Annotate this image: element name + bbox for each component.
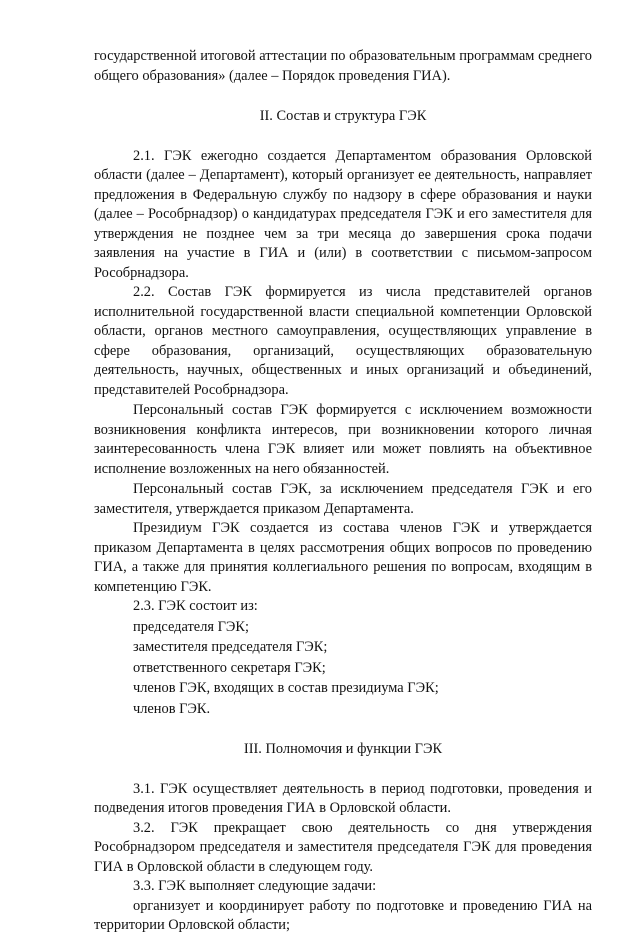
- list-item: членов ГЭК, входящих в состав президиума ГЭК;: [133, 680, 439, 696]
- section-3-heading: III. Полномочия и функции ГЭК: [243, 741, 443, 757]
- list-item: председателя ГЭК;: [133, 618, 250, 635]
- paragraph-approval: Персональный состав ГЭК, за исключением председателя ГЭК и его заместителя, утверждается приказом Департамента.: [94, 481, 592, 517]
- list-item: членов ГЭК.: [133, 700, 211, 717]
- section-2-heading: II. Состав и структура ГЭК: [259, 108, 427, 124]
- paragraph-2-1: 2.1. ГЭК ежегодно создается Департаментом образования Орловской области (далее – Департамент), который организует ее деятельность, направляет предложения в Федеральную службу по надзору в сфере образования и науки (далее – Рособрнадзор) о кандидатурах председателя ГЭК и его заместителя для утверждения не позднее чем за три месяца до завершения срока подачи заявления на участие в ГИА и (или) в соответствии с письмом-запросом Рособрнадзора.: [94, 147, 592, 281]
- paragraph-2-3: 2.3. ГЭК состоит из:: [133, 598, 258, 614]
- paragraph-3-2: 3.2. ГЭК прекращает свою деятельность со дня утверждения Рособрнадзором председателя и заместителя председателя ГЭК для проведения ГИА в Орловской области в следующем году.: [94, 819, 592, 875]
- paragraph-3-3: 3.3. ГЭК выполняет следующие задачи:: [133, 878, 377, 894]
- paragraph-3-1: 3.1. ГЭК осуществляет деятельность в период подготовки, проведения и подведения итогов проведения ГИА в Орловской области.: [94, 780, 592, 816]
- paragraph-presidium: Президиум ГЭК создается из состава членов ГЭК и утверждается приказом Департамента в целях рассмотрения общих вопросов по проведению ГИА, а также для принятия коллегиального решения по вопросам, входящим в компетенцию ГЭК.: [94, 520, 592, 595]
- paragraph-task-1: организует и координирует работу по подготовке и проведению ГИА на территории Орловской области;: [94, 897, 592, 933]
- list-item: ответственного секретаря ГЭК;: [133, 659, 326, 676]
- list-item: заместителя председателя ГЭК;: [133, 639, 328, 655]
- intro-paragraph: государственной итоговой аттестации по образовательным программам среднего общего образования» (далее – Порядок проведения ГИА).: [94, 48, 592, 84]
- paragraph-personal-composition: Персональный состав ГЭК формируется с исключением возможности возникновения конфликта интересов, при возникновении которого личная заинтересованность члена ГЭК влияет или может повлиять на объективное исполнение возложенных на него обязанностей.: [94, 402, 592, 477]
- document-page: [94, 47, 592, 936]
- paragraph-2-2: 2.2. Состав ГЭК формируется из числа представителей органов исполнительной государственной власти специальной компетенции Орловской области, органов местного самоуправления, осуществляющих управление в сфере образования, организаций, осуществляющих образовательную деятельность, научных, общественных и иных организаций и объединений, представителей Рособрнадзора.: [94, 284, 592, 398]
